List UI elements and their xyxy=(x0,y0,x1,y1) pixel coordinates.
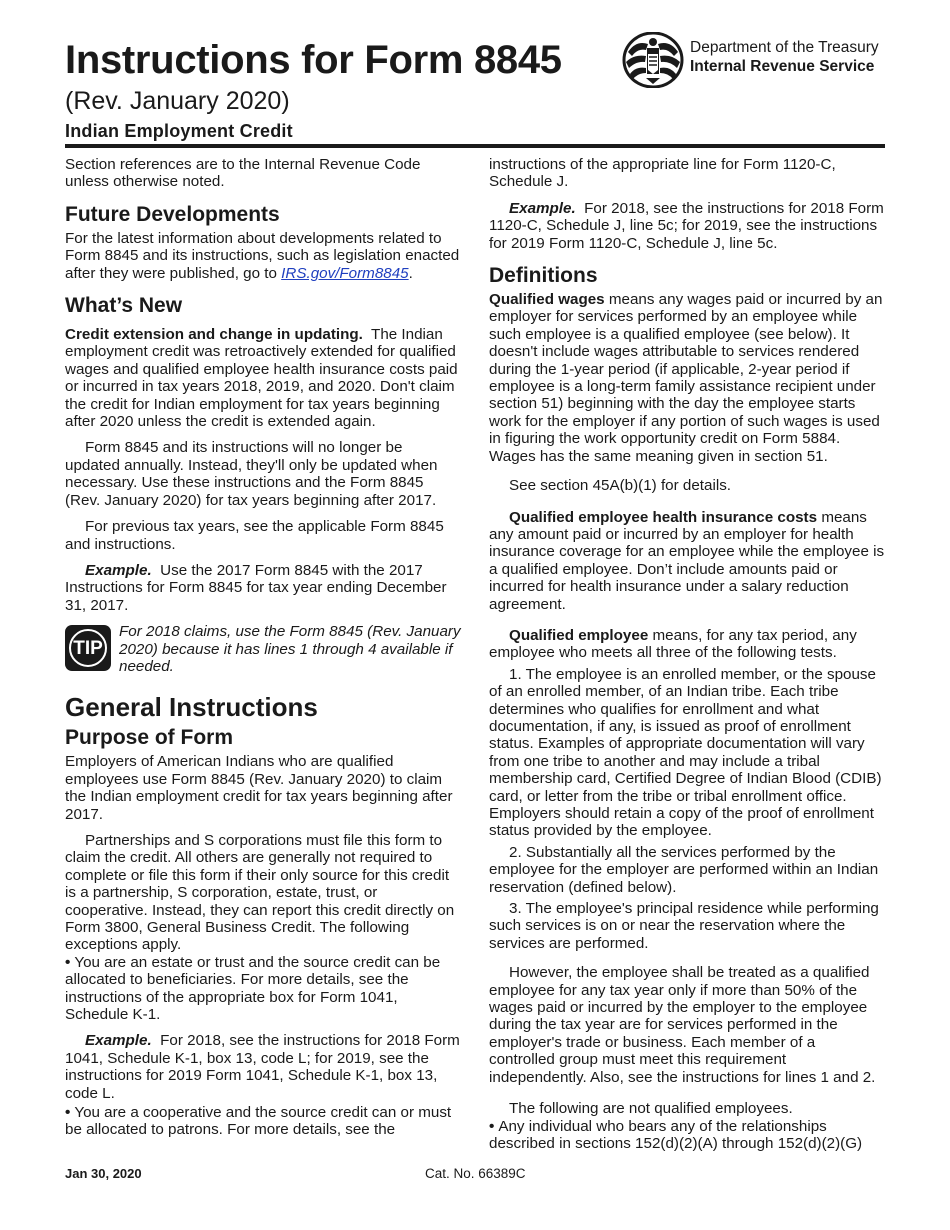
form-update-paragraph: Form 8845 and its instructions will no longer be updated annually. Instead, they'll only be updated when necessary. Use these instructions and the Form 8845 (Rev. January 2020) for tax years beginning after 2017. xyxy=(65,439,438,509)
qualified-wages-paragraph xyxy=(489,291,885,465)
tip-label: TIP xyxy=(69,629,107,667)
example-2-label: Example. xyxy=(85,1032,152,1050)
general-instructions-heading: General Instructions xyxy=(65,692,318,723)
bullet-icon: • xyxy=(489,1117,495,1135)
intro-paragraph: Section references are to the Internal Revenue Code unless otherwise noted. xyxy=(65,156,421,191)
credit-extension-text: The Indian employment credit was retroactively extended for qualified wages and qualified employee health insurance costs paid or incurred in tax years 2018, 2019, and 2020. Don't claim the credit for Indian employment for tax years beginning after 2020 unless the credit is extended again. xyxy=(65,326,458,431)
health-insurance-paragraph xyxy=(489,509,885,613)
example-1-paragraph xyxy=(65,562,461,614)
not-qualified-paragraph: The following are not qualified employees. xyxy=(509,1100,793,1118)
partnerships-paragraph: Partnerships and S corporations must file this form to claim the credit. All others are generally not required to complete or file this form if their only source for this credit is a partnership, S corporation, estate, trust, or cooperative. Instead, they can report this credit directly on Form 3800, General Business Credit. The following exceptions apply. xyxy=(65,831,455,954)
however-paragraph: However, the employee shall be treated as a qualified employee for any tax year only if more than 50% of the wages paid or incurred by the employer to the employee during the tax year are for services performed in the employer's trade or business. Each member of a controlled group must meet this requirement independently. Also, see the instructions for lines 1 and 2. xyxy=(489,964,876,1086)
tip-box xyxy=(65,623,461,675)
left-column xyxy=(65,156,461,1148)
right-column xyxy=(489,156,885,1161)
credit-extension-lead: Credit extension and change in updating. xyxy=(65,326,363,344)
bullet-icon: • xyxy=(65,1104,71,1122)
tip-text: For 2018 claims, use the Form 8845 (Rev. January 2020) because it has lines 1 through 4 available if needed. xyxy=(119,623,461,675)
future-developments-paragraph xyxy=(65,230,461,282)
example-2-text: For 2018, see the instructions for 2018 Form 1041, Schedule K-1, box 13, code L; for 2019, see the instructions for 2019 Form 1041, Schedule K-1, box 13, code L. xyxy=(65,1032,460,1102)
qualified-wages-text: means any wages paid or incurred by an employer for services performed by an employee while such employee is a qualified employee (see below). It doesn't include wages attributable to services rendered during the 1-year period (if applicable, 2-year period if employee is a long-term family assistance recipient under section 51) beginning with the day the employee starts work for the employer if any portion of such wages is used in figuring the work opportunity credit on Form 5884. Wages has the same meaning given in section 51. xyxy=(489,291,883,465)
health-insurance-lead: Qualified employee health insurance costs xyxy=(509,508,818,526)
whats-new-heading: What’s New xyxy=(65,294,183,318)
purpose-of-form-heading: Purpose of Form xyxy=(65,726,234,750)
credit-extension-paragraph xyxy=(65,326,461,430)
irs-eagle-logo-icon xyxy=(622,32,684,88)
example-1-text: Use the 2017 Form 8845 with the 2017 Instructions for Form 8845 for tax year ending December 31, 2017. xyxy=(65,561,447,614)
agency-name xyxy=(690,38,879,76)
catalog-number: Cat. No. 66389C xyxy=(425,1166,526,1181)
revision-date: (Rev. January 2020) xyxy=(65,87,290,115)
footer-date: Jan 30, 2020 xyxy=(65,1166,142,1181)
example-1-label: Example. xyxy=(85,561,152,579)
qualified-wages-lead: Qualified wages xyxy=(489,291,605,309)
test-2-paragraph: 2. Substantially all the services performed by the employee for the employer are performed within an Indian reservation (defined below). xyxy=(489,843,879,896)
future-end: . xyxy=(408,264,413,282)
agency-line-1: Department of the Treasury xyxy=(690,39,879,56)
see-section-paragraph: See section 45A(b)(1) for details. xyxy=(509,477,732,495)
future-developments-heading: Future Developments xyxy=(65,202,280,226)
test-1-paragraph: 1. The employee is an enrolled member, or the spouse of an enrolled member, of an Indian tribe. Each tribe determines who qualifies for enrollment and what documentation, if any, is issued as proof of enrollment status. Examples of appropriate documentation will vary from one tribe to another and may include a tribal membership card, Certified Degree of Indian Blood (CDIB) card, or letter from the tribe or tribal enrollment office. Employers should retain a copy of the proof of enrollment status provided by the employee. xyxy=(489,665,882,840)
bullet-2-text: You are a cooperative and the source credit can or must be allocated to patrons. For more details, see the xyxy=(65,1104,452,1139)
future-text: For the latest information about developments related to Form 8845 and its instructions, such as legislation enacted after they were published, go to xyxy=(65,229,460,282)
bullet-icon: • xyxy=(65,953,71,971)
bullet-1-text: You are an estate or trust and the source credit can be allocated to beneficiaries. For more details, see the instructions of the appropriate box for Form 1041, Schedule K-1. xyxy=(65,953,441,1024)
bullet-3-text: Any individual who bears any of the relationships described in sections 152(d)(2)(A) through 152(d)(2)(G) xyxy=(489,1117,863,1152)
agency-line-2: Internal Revenue Service xyxy=(690,58,875,75)
purpose-paragraph: Employers of American Indians who are qualified employees use Form 8845 (Rev. January 2020) to claim the Indian employment credit for tax years beginning after 2017. xyxy=(65,753,453,823)
form-subtitle: Indian Employment Credit xyxy=(65,121,293,141)
example-3-text: For 2018, see the instructions for 2018 Form 1120-C, Schedule J, line 5c; for 2019, see the instructions for 2019 Form 1120-C, Schedule J, line 5c. xyxy=(489,199,884,252)
page-title: Instructions for Form 8845 xyxy=(65,38,562,82)
previous-years-paragraph: For previous tax years, see the applicable Form 8845 and instructions. xyxy=(65,518,444,553)
test-3-paragraph: 3. The employee's principal residence while performing such services is on or near the reservation where the services are performed. xyxy=(489,900,879,952)
definitions-heading: Definitions xyxy=(489,264,598,288)
bullet-estate-trust xyxy=(65,954,461,1024)
qualified-employee-paragraph xyxy=(489,627,885,662)
tip-icon xyxy=(65,625,111,671)
qualified-employee-lead: Qualified employee xyxy=(509,626,649,644)
bullet-relationships xyxy=(489,1118,885,1153)
example-3-paragraph xyxy=(489,200,885,252)
health-insurance-text: means any amount paid or incurred by an employer for health insurance coverage for an employee while the employee is a qualified employee. Don’t include amounts paid or incurred for health insurance under a salary reduction agreement. xyxy=(489,508,885,613)
header-rule xyxy=(65,144,885,148)
continued-paragraph: instructions of the appropriate line for Form 1120-C, Schedule J. xyxy=(489,156,836,191)
qualified-employee-text: means, for any tax period, any employee who meets all three of the following tests. xyxy=(489,626,857,662)
irs-form8845-link[interactable]: IRS.gov/Form8845 xyxy=(281,264,409,282)
example-2-paragraph xyxy=(65,1032,461,1102)
example-3-label: Example. xyxy=(509,199,576,217)
bullet-cooperative xyxy=(65,1104,461,1139)
